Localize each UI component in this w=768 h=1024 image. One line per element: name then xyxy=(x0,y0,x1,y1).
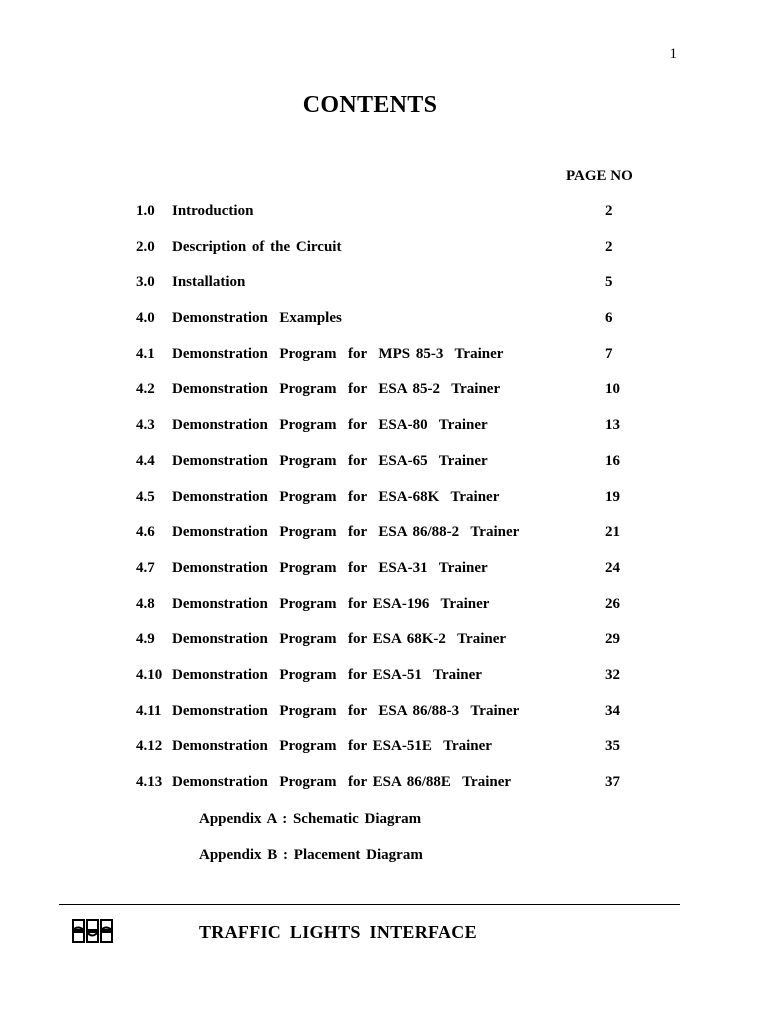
toc-entry-number: 4.0 xyxy=(136,310,155,327)
toc-entry-page: 29 xyxy=(605,631,620,648)
toc-entry-number: 4.4 xyxy=(136,452,155,469)
toc-entry-title: Installation xyxy=(172,274,246,291)
toc-entry-number: 1.0 xyxy=(136,203,155,219)
toc-entry-number: 4.3 xyxy=(136,417,155,434)
page-title: CONTENTS xyxy=(302,92,438,118)
footer-title: TRAFFIC LIGHTS INTERFACE xyxy=(199,922,477,942)
toc-entry xyxy=(0,738,768,774)
toc-entry-title: Demonstration Program for MPS 85-3 Trainer xyxy=(172,345,504,362)
toc-entry-page: 35 xyxy=(605,738,620,755)
toc-entry-page: 21 xyxy=(605,524,620,541)
toc-entry xyxy=(0,560,768,596)
toc-entry-number: 4.12 xyxy=(136,738,163,755)
toc-entry-title: Demonstration Program for ESA-51E Trainer xyxy=(172,738,492,755)
toc-entry-page: 5 xyxy=(605,274,613,291)
toc-entry-page: 24 xyxy=(605,559,620,576)
page-number: 1 xyxy=(669,46,677,62)
footer-rule xyxy=(59,904,680,905)
toc-entry-title: Demonstration Program for ESA 86/88-2 Trainer xyxy=(172,524,520,541)
toc-entry xyxy=(0,453,768,489)
toc-entry-page: 26 xyxy=(605,595,620,612)
toc-entry-page: 13 xyxy=(605,417,620,434)
toc-entry-number: 4.6 xyxy=(136,524,155,541)
toc-entry xyxy=(0,596,768,632)
toc-entry-number: 4.5 xyxy=(136,488,155,505)
toc-entry-title: Demonstration Program for ESA 86/88-3 Trainer xyxy=(172,702,520,719)
toc-entry-number: 4.2 xyxy=(136,381,155,398)
toc-entry xyxy=(0,489,768,525)
toc-entry-page: 19 xyxy=(605,488,620,505)
toc-entry-page: 32 xyxy=(605,666,620,683)
toc-entry-title: Demonstration Program for ESA-31 Trainer xyxy=(172,559,488,576)
toc-entry-number: 2.0 xyxy=(136,238,155,255)
toc-entry xyxy=(0,310,768,346)
toc-entry-number: 4.9 xyxy=(136,631,155,648)
toc-entry-page: 2 xyxy=(605,203,613,219)
toc-entry xyxy=(0,774,768,810)
toc-entry-title: Demonstration Examples xyxy=(172,310,342,327)
page-no-column-header: PAGE NO xyxy=(566,168,633,184)
toc-entry xyxy=(0,203,768,239)
toc-entry-page: 34 xyxy=(605,702,620,719)
toc-entry-title: Demonstration Program for ESA-51 Trainer xyxy=(172,666,482,683)
table-of-contents xyxy=(0,203,768,810)
toc-entry-page: 37 xyxy=(605,774,620,790)
toc-entry-number: 4.1 xyxy=(136,345,155,362)
appendix-b: Appendix B : Placement Diagram xyxy=(199,847,423,863)
toc-entry-title: Demonstration Program for ESA-65 Trainer xyxy=(172,452,488,469)
toc-entry xyxy=(0,346,768,382)
toc-entry-number: 4.13 xyxy=(136,774,163,790)
toc-entry-title: Demonstration Program for ESA 68K-2 Trainer xyxy=(172,631,507,648)
toc-entry xyxy=(0,239,768,275)
toc-entry-number: 4.11 xyxy=(136,702,162,719)
toc-entry xyxy=(0,417,768,453)
toc-entry xyxy=(0,631,768,667)
toc-entry-page: 2 xyxy=(605,238,613,255)
toc-entry xyxy=(0,703,768,739)
toc-entry-title: Description of the Circuit xyxy=(172,238,342,255)
toc-entry xyxy=(0,381,768,417)
toc-entry-title: Introduction xyxy=(172,203,254,219)
toc-entry-title: Demonstration Program for ESA 86/88E Trainer xyxy=(172,774,512,790)
toc-entry-number: 4.10 xyxy=(136,666,163,683)
toc-entry-title: Demonstration Program for ESA-68K Trainer xyxy=(172,488,500,505)
toc-entry-number: 4.8 xyxy=(136,595,155,612)
toc-entry xyxy=(0,274,768,310)
toc-entry-page: 10 xyxy=(605,381,620,398)
toc-entry-title: Demonstration Program for ESA 85-2 Trainer xyxy=(172,381,501,398)
company-logo-icon xyxy=(71,917,115,945)
toc-entry-number: 3.0 xyxy=(136,274,155,291)
toc-entry-page: 7 xyxy=(605,345,613,362)
toc-entry-title: Demonstration Program for ESA-196 Trainer xyxy=(172,595,490,612)
toc-entry xyxy=(0,524,768,560)
toc-entry-number: 4.7 xyxy=(136,559,155,576)
toc-entry-page: 16 xyxy=(605,452,620,469)
toc-entry-page: 6 xyxy=(605,310,613,327)
toc-entry-title: Demonstration Program for ESA-80 Trainer xyxy=(172,417,488,434)
appendix-a: Appendix A : Schematic Diagram xyxy=(199,811,422,827)
toc-entry xyxy=(0,667,768,703)
